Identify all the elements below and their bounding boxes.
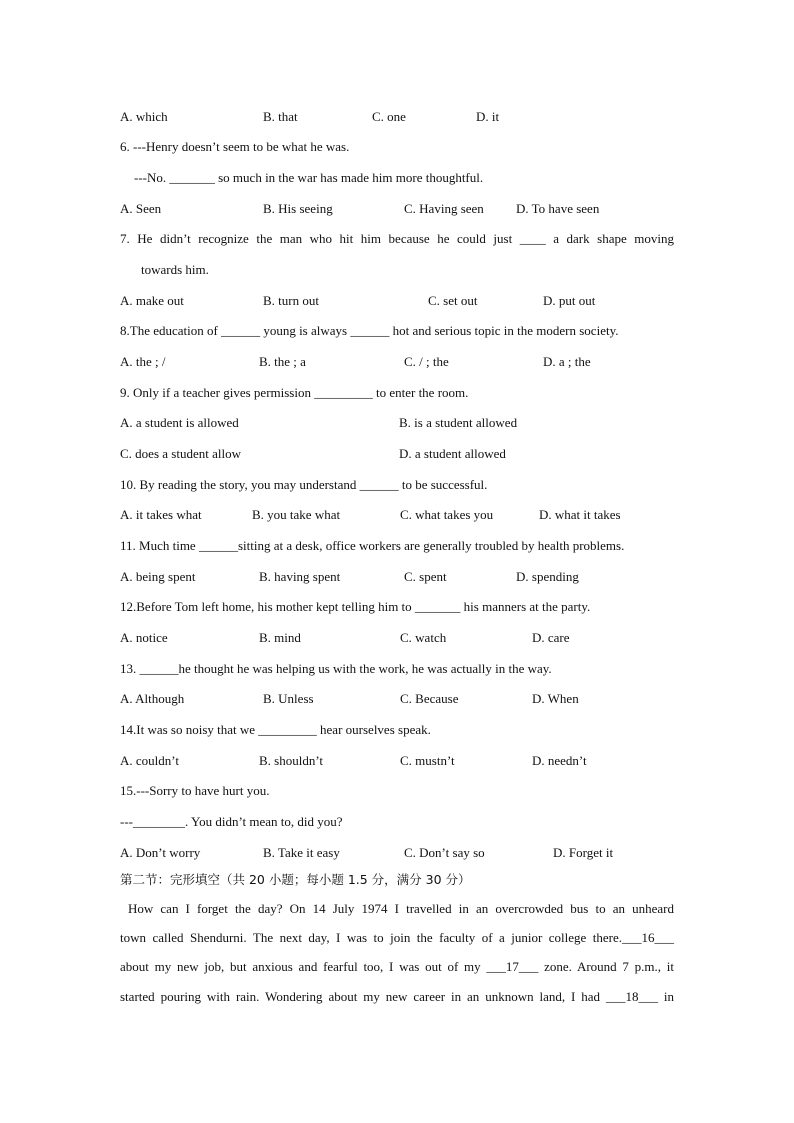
q12-option-d[interactable]: D. care — [532, 630, 570, 645]
q7-option-a[interactable]: A. make out — [120, 293, 184, 308]
q5-option-d[interactable]: D. it — [476, 109, 500, 124]
q8-stem: 8.The education of ______ young is always ______ hot and serious topic in the modern society. — [120, 323, 619, 338]
passage-line-4: started pouring with rain. Wondering about my new career in an unknown land, I had ___18___ in — [120, 989, 674, 1004]
q7-option-d[interactable]: D. put out — [543, 293, 596, 308]
q14-option-b[interactable]: B. shouldn’t — [259, 753, 324, 768]
q12-option-a[interactable]: A. notice — [120, 630, 168, 645]
passage-line-1: How can I forget the day? On 14 July 1974 I travelled in an overcrowded bus to an unheard — [128, 901, 674, 916]
q10-option-b[interactable]: B. you take what — [252, 507, 341, 522]
q9-option-c[interactable]: C. does a student allow — [120, 446, 241, 461]
q9-option-b[interactable]: B. is a student allowed — [399, 415, 518, 430]
q11-option-a[interactable]: A. being spent — [120, 569, 196, 584]
q6-reply: ---No. _______ so much in the war has made him more thoughtful. — [134, 170, 484, 185]
q13-option-c[interactable]: C. Because — [400, 691, 459, 706]
q14-option-c[interactable]: C. mustn’t — [400, 753, 455, 768]
q11-option-d[interactable]: D. spending — [516, 569, 579, 584]
q8-option-a[interactable]: A. the ; / — [120, 354, 166, 369]
q12-option-c[interactable]: C. watch — [400, 630, 447, 645]
q13-stem: 13. ______he thought he was helping us with the work, he was actually in the way. — [120, 661, 552, 676]
q5-option-c[interactable]: C. one — [372, 109, 406, 124]
q5-option-a[interactable]: A. which — [120, 109, 168, 124]
q7-stem-continued: towards him. — [141, 262, 209, 277]
q15-option-a[interactable]: A. Don’t worry — [120, 845, 201, 860]
q8-option-b[interactable]: B. the ; a — [259, 354, 306, 369]
q5-option-b[interactable]: B. that — [263, 109, 298, 124]
q11-stem: 11. Much time ______sitting at a desk, office workers are generally troubled by health problems. — [120, 538, 625, 553]
q11-option-b[interactable]: B. having spent — [259, 569, 341, 584]
q7-option-c[interactable]: C. set out — [428, 293, 478, 308]
q10-option-c[interactable]: C. what takes you — [400, 507, 494, 522]
q13-option-b[interactable]: B. Unless — [263, 691, 314, 706]
q15-stem: 15.---Sorry to have hurt you. — [120, 783, 270, 798]
q13-option-a[interactable]: A. Although — [120, 691, 185, 706]
q9-stem: 9. Only if a teacher gives permission _________ to enter the room. — [120, 385, 469, 400]
q9-option-a[interactable]: A. a student is allowed — [120, 415, 239, 430]
q6-stem: 6. ---Henry doesn’t seem to be what he was. — [120, 139, 350, 154]
q6-option-c[interactable]: C. Having seen — [404, 201, 484, 216]
q6-option-d[interactable]: D. To have seen — [516, 201, 600, 216]
q14-option-a[interactable]: A. couldn’t — [120, 753, 179, 768]
q12-option-b[interactable]: B. mind — [259, 630, 301, 645]
q7-option-b[interactable]: B. turn out — [263, 293, 319, 308]
q14-stem: 14.It was so noisy that we _________ hear ourselves speak. — [120, 722, 431, 737]
q8-option-c[interactable]: C. / ; the — [404, 354, 449, 369]
q14-option-d[interactable]: D. needn’t — [532, 753, 587, 768]
q10-stem: 10. By reading the story, you may understand ______ to be successful. — [120, 477, 488, 492]
passage-line-2: town called Shendurni. The next day, I was to join the faculty of a junior college there.___16___ — [120, 930, 674, 945]
q12-stem: 12.Before Tom left home, his mother kept telling him to _______ his manners at the party. — [120, 599, 591, 614]
section2-heading: 第二节：完形填空（共 20 小题；每小题 1.5 分，满分 30 分） — [120, 872, 471, 887]
q13-option-d[interactable]: D. When — [532, 691, 579, 706]
q6-option-a[interactable]: A. Seen — [120, 201, 162, 216]
q6-option-b[interactable]: B. His seeing — [263, 201, 333, 216]
q10-option-a[interactable]: A. it takes what — [120, 507, 202, 522]
q15-option-b[interactable]: B. Take it easy — [263, 845, 340, 860]
q15-option-d[interactable]: D. Forget it — [553, 845, 614, 860]
q9-option-d[interactable]: D. a student allowed — [399, 446, 506, 461]
q11-option-c[interactable]: C. spent — [404, 569, 447, 584]
q7-stem: 7. He didn’t recognize the man who hit him because he could just ____ a dark shape moving — [120, 231, 674, 246]
passage-line-3: about my new job, but anxious and fearful too, I was out of my ___17___ zone. Around 7 p.m., it — [120, 959, 674, 974]
q15-option-c[interactable]: C. Don’t say so — [404, 845, 485, 860]
q10-option-d[interactable]: D. what it takes — [539, 507, 621, 522]
q15-reply: ---________. You didn’t mean to, did you? — [120, 814, 343, 829]
q8-option-d[interactable]: D. a ; the — [543, 354, 591, 369]
